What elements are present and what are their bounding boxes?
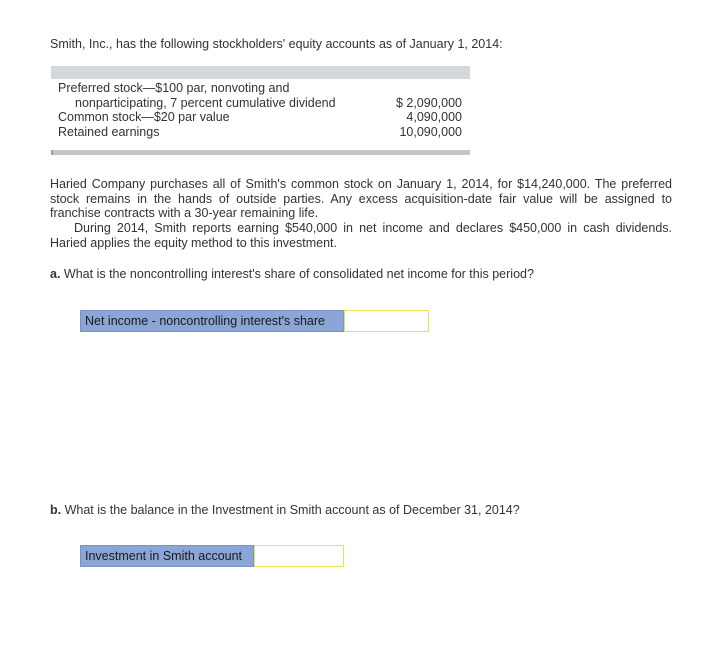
net-income-nci-label: Net income - noncontrolling interest's share xyxy=(80,310,344,332)
scenario-paragraph-2 xyxy=(50,221,672,250)
question-a xyxy=(50,267,534,281)
question-a-letter: a. xyxy=(50,267,61,281)
retained-earnings-label: Retained earnings xyxy=(58,124,160,139)
preferred-stock-label-line1: Preferred stock—$100 par, nonvoting and xyxy=(58,81,290,95)
investment-in-smith-input[interactable] xyxy=(254,545,344,567)
question-b-text: What is the balance in the Investment in Smith account as of December 31, 2014? xyxy=(64,503,520,517)
answer-row-a xyxy=(80,310,429,332)
intro-text: Smith, Inc., has the following stockholders' equity accounts as of January 1, 2014: xyxy=(50,37,503,51)
question-a-text: What is the noncontrolling interest's share of consolidated net income for this period? xyxy=(63,267,534,281)
common-stock-label: Common stock—$20 par value xyxy=(58,110,230,124)
question-b xyxy=(50,503,520,517)
stockholders-equity-table xyxy=(51,66,470,155)
table-header-bar xyxy=(51,66,470,79)
preferred-stock-label-line2: nonparticipating, 7 percent cumulative dividend xyxy=(75,95,336,110)
answer-row-b xyxy=(80,545,344,567)
retained-earnings-amount: 10,090,000 xyxy=(399,124,462,139)
table-footer-bar xyxy=(51,150,470,155)
scenario-paragraph-2-text: During 2014, Smith reports earning $540,000 in net income and declares $450,000 in cash dividends. Haried applies the equity method to this investment. xyxy=(50,221,672,250)
table-body xyxy=(51,79,470,150)
investment-in-smith-label: Investment in Smith account xyxy=(80,545,254,567)
common-stock-amount: 4,090,000 xyxy=(406,110,462,124)
preferred-stock-amount: $ 2,090,000 xyxy=(395,95,462,110)
net-income-nci-input[interactable] xyxy=(344,310,429,332)
question-b-letter: b. xyxy=(50,503,62,517)
scenario-paragraph-1: Haried Company purchases all of Smith's common stock on January 1, 2014, for $14,240,000. The preferred stock remains in the hands of outside parties. Any excess acquisition-date fair value will be assigned to franchise contracts with a 30-year remaining life. xyxy=(50,177,672,221)
